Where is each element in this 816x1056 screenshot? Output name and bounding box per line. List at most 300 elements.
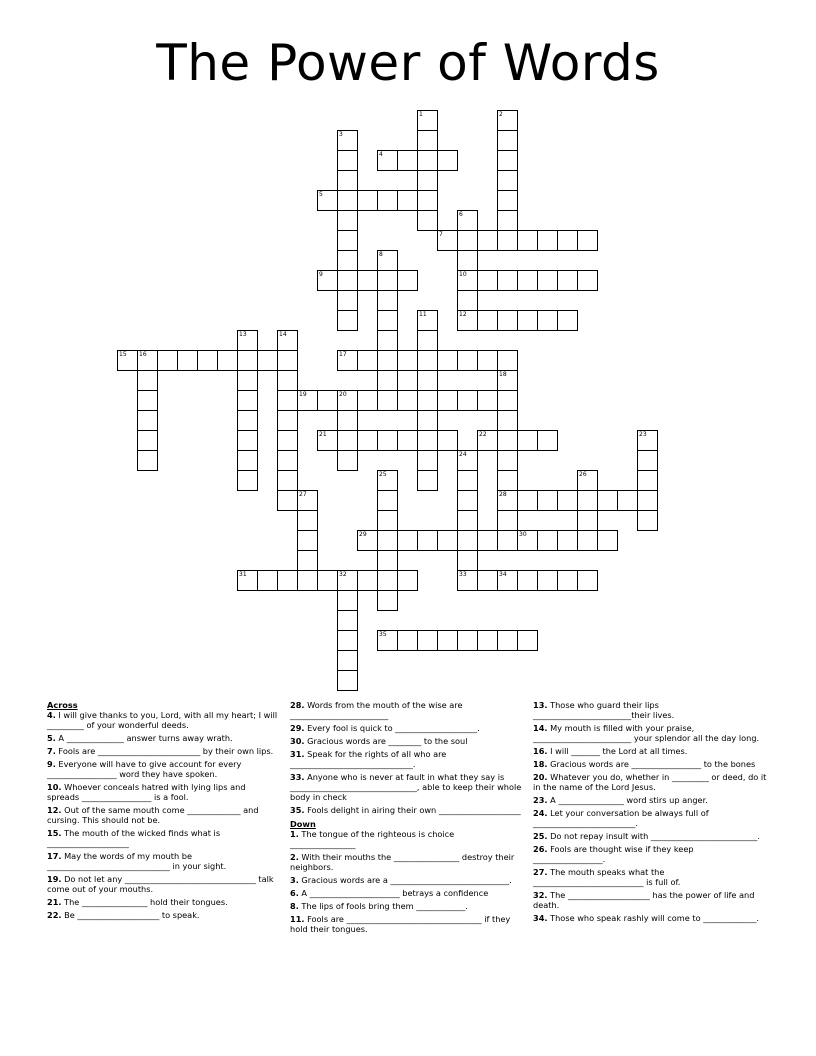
grid-cell[interactable]: [377, 530, 398, 551]
grid-cell[interactable]: [397, 190, 418, 211]
grid-cell[interactable]: [137, 430, 158, 451]
across-heading: Across: [47, 700, 78, 710]
grid-cell[interactable]: [437, 150, 458, 171]
clue-text: Let your conversation be always full of _________________________.: [533, 808, 709, 828]
grid-cell[interactable]: [337, 210, 358, 231]
grid-cell[interactable]: [497, 530, 518, 551]
grid-cell[interactable]: [437, 390, 458, 411]
grid-cell[interactable]: [497, 450, 518, 471]
clue-text: Speak for the rights of all who are ______________________________.: [290, 749, 447, 769]
clue-number: 9.: [47, 759, 56, 769]
grid-cell[interactable]: [277, 410, 298, 431]
clue-text: My mouth is filled with your praise, ________________________ your splendor all the day long.: [533, 723, 760, 743]
grid-cell[interactable]: [457, 350, 478, 371]
grid-cell[interactable]: [557, 570, 578, 591]
clue-item: [533, 831, 768, 841]
clue-number: 24: [459, 451, 467, 458]
clue-number: 18.: [533, 759, 548, 769]
clue-item: [533, 746, 768, 756]
grid-cell[interactable]: [497, 150, 518, 171]
grid-cell[interactable]: [377, 270, 398, 291]
clue-item: [533, 759, 768, 769]
grid-cell[interactable]: [497, 390, 518, 411]
grid-cell[interactable]: [537, 490, 558, 511]
grid-cell[interactable]: [297, 510, 318, 531]
grid-cell[interactable]: [497, 630, 518, 651]
clue-number: 7.: [47, 746, 56, 756]
grid-cell[interactable]: [357, 430, 378, 451]
grid-cell[interactable]: [497, 110, 518, 131]
grid-cell[interactable]: [397, 570, 418, 591]
clue-text: Gracious words are ________ to the soul: [304, 736, 468, 746]
clue-text: Whatever you do, whether in _________ or deed, do it in the name of the Lord Jesus.: [533, 772, 767, 792]
clue-number: 23.: [533, 795, 548, 805]
grid-cell[interactable]: [297, 550, 318, 571]
grid-cell[interactable]: [337, 290, 358, 311]
grid-cell[interactable]: [537, 570, 558, 591]
clue-item: [290, 723, 522, 733]
grid-cell[interactable]: [337, 230, 358, 251]
grid-cell[interactable]: [437, 430, 458, 451]
grid-cell[interactable]: [237, 330, 258, 351]
grid-cell[interactable]: [457, 510, 478, 531]
grid-cell[interactable]: [577, 470, 598, 491]
grid-cell[interactable]: [157, 350, 178, 371]
grid-cell[interactable]: [417, 530, 438, 551]
grid-cell[interactable]: [417, 110, 438, 131]
grid-cell[interactable]: [437, 230, 458, 251]
grid-cell[interactable]: [457, 270, 478, 291]
clue-text: Fools are _________________________________ if they hold their tongues.: [290, 914, 511, 934]
grid-cell[interactable]: [457, 450, 478, 471]
grid-cell[interactable]: [137, 350, 158, 371]
grid-cell[interactable]: [517, 630, 538, 651]
grid-cell[interactable]: [377, 430, 398, 451]
clue-number: 30: [519, 531, 527, 538]
clue-column-2: [290, 700, 522, 937]
grid-cell[interactable]: [417, 330, 438, 351]
grid-cell[interactable]: [277, 470, 298, 491]
grid-cell[interactable]: [417, 450, 438, 471]
grid-cell[interactable]: [557, 230, 578, 251]
clue-item: [290, 829, 522, 849]
clue-number: 34: [499, 571, 507, 578]
clue-item: [47, 710, 279, 730]
grid-cell[interactable]: [397, 430, 418, 451]
grid-cell[interactable]: [417, 410, 438, 431]
clue-text: A ______________ answer turns away wrath.: [55, 733, 233, 743]
grid-cell[interactable]: [317, 430, 338, 451]
clue-text: Whoever conceals hatred with lying lips and spreads _________________ is a fool.: [47, 782, 246, 802]
clue-item: [47, 897, 279, 907]
grid-cell[interactable]: [397, 630, 418, 651]
clue-number: 33.: [290, 772, 305, 782]
grid-cell[interactable]: [517, 430, 538, 451]
clue-text: Out of the same mouth come _____________ and cursing. This should not be.: [47, 805, 259, 825]
grid-cell[interactable]: [417, 170, 438, 191]
grid-cell[interactable]: [557, 270, 578, 291]
grid-cell[interactable]: [277, 570, 298, 591]
clue-text: I will give thanks to you, Lord, with all my heart; I will _________ of your wonderful deeds.: [47, 710, 278, 730]
grid-cell[interactable]: [337, 270, 358, 291]
grid-cell[interactable]: [277, 370, 298, 391]
grid-cell[interactable]: [237, 390, 258, 411]
grid-cell[interactable]: [497, 230, 518, 251]
grid-cell[interactable]: [397, 150, 418, 171]
grid-cell[interactable]: [297, 390, 318, 411]
grid-cell[interactable]: [537, 430, 558, 451]
grid-cell[interactable]: [637, 490, 658, 511]
grid-cell[interactable]: [557, 530, 578, 551]
grid-cell[interactable]: [377, 190, 398, 211]
clue-item: [290, 875, 522, 885]
clue-number: 23: [639, 431, 647, 438]
grid-cell[interactable]: [317, 570, 338, 591]
grid-cell[interactable]: [417, 310, 438, 331]
grid-cell[interactable]: [477, 270, 498, 291]
grid-cell[interactable]: [257, 570, 278, 591]
grid-cell[interactable]: [217, 350, 238, 371]
grid-cell[interactable]: [517, 230, 538, 251]
grid-cell[interactable]: [417, 150, 438, 171]
grid-cell[interactable]: [497, 370, 518, 391]
grid-cell[interactable]: [517, 310, 538, 331]
grid-cell[interactable]: [137, 410, 158, 431]
grid-cell[interactable]: [377, 370, 398, 391]
grid-cell[interactable]: [417, 210, 438, 231]
clue-number: 35: [379, 631, 387, 638]
clue-number: 29: [359, 531, 367, 538]
grid-cell[interactable]: [637, 470, 658, 491]
grid-cell[interactable]: [277, 330, 298, 351]
grid-cell[interactable]: [337, 250, 358, 271]
grid-cell[interactable]: [497, 270, 518, 291]
grid-cell[interactable]: [577, 490, 598, 511]
grid-cell[interactable]: [297, 530, 318, 551]
clue-text: Do not let any ________________________________ talk come out of your mouths.: [47, 874, 274, 894]
grid-cell[interactable]: [357, 190, 378, 211]
grid-cell[interactable]: [437, 630, 458, 651]
clue-item: [533, 808, 768, 828]
grid-cell[interactable]: [357, 390, 378, 411]
grid-cell[interactable]: [537, 310, 558, 331]
clue-item: [533, 795, 768, 805]
grid-cell[interactable]: [337, 610, 358, 631]
clue-number: 33: [459, 571, 467, 578]
grid-cell[interactable]: [257, 350, 278, 371]
grid-cell[interactable]: [277, 450, 298, 471]
grid-cell[interactable]: [497, 350, 518, 371]
grid-cell[interactable]: [337, 310, 358, 331]
grid-cell[interactable]: [377, 310, 398, 331]
clue-text: Be ____________________ to speak.: [61, 910, 200, 920]
clue-column-3: [533, 700, 768, 926]
grid-cell[interactable]: [237, 410, 258, 431]
grid-cell[interactable]: [317, 270, 338, 291]
grid-cell[interactable]: [457, 290, 478, 311]
grid-cell[interactable]: [457, 250, 478, 271]
grid-cell[interactable]: [517, 270, 538, 291]
clue-number: 3: [339, 131, 343, 138]
clue-number: 29.: [290, 723, 305, 733]
clue-item: [290, 888, 522, 898]
grid-cell[interactable]: [497, 510, 518, 531]
clue-text: May the words of my mouth be ______________________________ in your sight.: [47, 851, 227, 871]
grid-cell[interactable]: [497, 190, 518, 211]
grid-cell[interactable]: [517, 530, 538, 551]
clue-number: 6.: [290, 888, 299, 898]
grid-cell[interactable]: [477, 230, 498, 251]
grid-cell[interactable]: [377, 390, 398, 411]
grid-cell[interactable]: [577, 270, 598, 291]
grid-cell[interactable]: [477, 530, 498, 551]
grid-cell[interactable]: [537, 530, 558, 551]
grid-cell[interactable]: [417, 130, 438, 151]
grid-cell[interactable]: [477, 390, 498, 411]
grid-cell[interactable]: [417, 190, 438, 211]
grid-cell[interactable]: [277, 490, 298, 511]
clue-number: 1.: [290, 829, 299, 839]
grid-cell[interactable]: [477, 310, 498, 331]
grid-cell[interactable]: [597, 490, 618, 511]
grid-cell[interactable]: [497, 130, 518, 151]
grid-cell[interactable]: [377, 470, 398, 491]
grid-cell[interactable]: [277, 430, 298, 451]
grid-cell[interactable]: [237, 430, 258, 451]
clue-number: 13: [239, 331, 247, 338]
clue-text: Fools are thought wise if they keep _________________.: [533, 844, 694, 864]
grid-cell[interactable]: [477, 630, 498, 651]
grid-cell[interactable]: [337, 450, 358, 471]
grid-cell[interactable]: [417, 390, 438, 411]
clue-item: [290, 736, 522, 746]
down-heading: Down: [290, 819, 316, 829]
grid-cell[interactable]: [377, 550, 398, 571]
grid-cell[interactable]: [557, 490, 578, 511]
grid-cell[interactable]: [357, 530, 378, 551]
grid-cell[interactable]: [377, 590, 398, 611]
grid-cell[interactable]: [357, 270, 378, 291]
grid-cell[interactable]: [477, 430, 498, 451]
grid-cell[interactable]: [237, 350, 258, 371]
clue-number: 25.: [533, 831, 548, 841]
grid-cell[interactable]: [417, 630, 438, 651]
grid-cell[interactable]: [417, 370, 438, 391]
clue-number: 32: [339, 571, 347, 578]
grid-cell[interactable]: [377, 570, 398, 591]
clue-text: The ____________________ has the power of life and death.: [533, 890, 755, 910]
clue-number: 26: [579, 471, 587, 478]
grid-cell[interactable]: [337, 430, 358, 451]
clue-number: 16.: [533, 746, 548, 756]
grid-cell[interactable]: [417, 470, 438, 491]
grid-cell[interactable]: [457, 390, 478, 411]
grid-cell[interactable]: [317, 190, 338, 211]
clue-number: 21.: [47, 897, 62, 907]
clue-text: Words from the mouth of the wise are ________________________: [290, 700, 463, 720]
clue-text: Fools delight in airing their own ____________________: [304, 805, 521, 815]
clue-number: 1: [419, 111, 423, 118]
clue-item: [47, 851, 279, 871]
grid-cell[interactable]: [497, 210, 518, 231]
grid-cell[interactable]: [457, 490, 478, 511]
grid-cell[interactable]: [377, 330, 398, 351]
grid-cell[interactable]: [337, 670, 358, 691]
grid-cell[interactable]: [337, 590, 358, 611]
grid-cell[interactable]: [537, 230, 558, 251]
grid-cell[interactable]: [337, 630, 358, 651]
clue-number: 4: [379, 151, 383, 158]
grid-cell[interactable]: [337, 190, 358, 211]
grid-cell[interactable]: [457, 230, 478, 251]
grid-cell[interactable]: [377, 510, 398, 531]
grid-cell[interactable]: [337, 150, 358, 171]
grid-cell[interactable]: [497, 410, 518, 431]
clue-number: 18: [499, 371, 507, 378]
grid-cell[interactable]: [397, 530, 418, 551]
clue-number: 27: [299, 491, 307, 498]
clue-item: [290, 852, 522, 872]
grid-cell[interactable]: [597, 530, 618, 551]
grid-cell[interactable]: [117, 350, 138, 371]
clue-item: [290, 772, 522, 802]
grid-cell[interactable]: [377, 630, 398, 651]
grid-cell[interactable]: [377, 350, 398, 371]
clue-item: [47, 910, 279, 920]
clue-number: 15.: [47, 828, 62, 838]
grid-cell[interactable]: [397, 270, 418, 291]
clue-text: The mouth of the wicked finds what is ____________________: [47, 828, 221, 848]
clue-number: 17: [339, 351, 347, 358]
clue-item: [533, 844, 768, 864]
clue-item: [47, 874, 279, 894]
grid-cell[interactable]: [457, 530, 478, 551]
grid-cell[interactable]: [397, 350, 418, 371]
clue-number: 31.: [290, 749, 305, 759]
clue-number: 31: [239, 571, 247, 578]
grid-cell[interactable]: [237, 470, 258, 491]
grid-cell[interactable]: [137, 450, 158, 471]
clue-number: 8.: [290, 901, 299, 911]
clue-text: Those who guard their lips ________________________their lives.: [533, 700, 675, 720]
clue-item: [533, 867, 768, 887]
grid-cell[interactable]: [517, 570, 538, 591]
grid-cell[interactable]: [497, 490, 518, 511]
grid-cell[interactable]: [577, 530, 598, 551]
grid-cell[interactable]: [317, 390, 338, 411]
grid-cell[interactable]: [497, 170, 518, 191]
grid-cell[interactable]: [137, 390, 158, 411]
clue-item: [533, 700, 768, 720]
grid-cell[interactable]: [437, 350, 458, 371]
grid-cell[interactable]: [377, 250, 398, 271]
clue-number: 14.: [533, 723, 548, 733]
grid-cell[interactable]: [357, 350, 378, 371]
grid-cell[interactable]: [457, 630, 478, 651]
clue-item: [533, 772, 768, 792]
grid-cell[interactable]: [537, 270, 558, 291]
grid-cell[interactable]: [137, 370, 158, 391]
clue-number: 11.: [290, 914, 305, 924]
clue-number: 21: [319, 431, 327, 438]
clue-item: [533, 913, 768, 923]
grid-cell[interactable]: [577, 230, 598, 251]
grid-cell[interactable]: [457, 550, 478, 571]
grid-cell[interactable]: [377, 150, 398, 171]
grid-cell[interactable]: [337, 390, 358, 411]
grid-cell[interactable]: [477, 570, 498, 591]
grid-cell[interactable]: [637, 430, 658, 451]
clue-number: 20.: [533, 772, 548, 782]
clue-number: 32.: [533, 890, 548, 900]
grid-cell[interactable]: [477, 350, 498, 371]
clue-item: [533, 723, 768, 743]
grid-cell[interactable]: [337, 130, 358, 151]
clue-text: Gracious words are a _____________________________.: [298, 875, 512, 885]
clue-item: [290, 805, 522, 815]
grid-cell[interactable]: [377, 290, 398, 311]
clue-item: [47, 805, 279, 825]
grid-cell[interactable]: [457, 210, 478, 231]
grid-cell[interactable]: [617, 490, 638, 511]
down-clue-list-continued: [533, 700, 768, 923]
grid-cell[interactable]: [177, 350, 198, 371]
grid-cell[interactable]: [237, 450, 258, 471]
grid-cell[interactable]: [337, 570, 358, 591]
grid-cell[interactable]: [337, 410, 358, 431]
grid-cell[interactable]: [197, 350, 218, 371]
clue-item: [47, 828, 279, 848]
grid-cell[interactable]: [237, 370, 258, 391]
grid-cell[interactable]: [417, 430, 438, 451]
grid-cell[interactable]: [437, 530, 458, 551]
clue-number: 4.: [47, 710, 56, 720]
grid-cell[interactable]: [497, 310, 518, 331]
grid-cell[interactable]: [497, 470, 518, 491]
grid-cell[interactable]: [297, 570, 318, 591]
clue-item: [290, 901, 522, 911]
clue-number: 22.: [47, 910, 62, 920]
clue-number: 10: [459, 271, 467, 278]
grid-cell[interactable]: [637, 510, 658, 531]
grid-cell[interactable]: [457, 470, 478, 491]
clue-number: 5: [319, 191, 323, 198]
grid-cell[interactable]: [297, 490, 318, 511]
clue-item: [290, 700, 522, 720]
grid-cell[interactable]: [577, 510, 598, 531]
grid-cell[interactable]: [517, 490, 538, 511]
grid-cell[interactable]: [457, 310, 478, 331]
grid-cell[interactable]: [637, 450, 658, 471]
grid-cell[interactable]: [377, 490, 398, 511]
grid-cell[interactable]: [237, 570, 258, 591]
grid-cell[interactable]: [337, 350, 358, 371]
grid-cell[interactable]: [337, 650, 358, 671]
grid-cell[interactable]: [277, 350, 298, 371]
grid-cell[interactable]: [457, 570, 478, 591]
clue-number: 19: [299, 391, 307, 398]
grid-cell[interactable]: [397, 390, 418, 411]
grid-cell[interactable]: [277, 390, 298, 411]
grid-cell[interactable]: [497, 570, 518, 591]
clue-text: Fools are _________________________ by their own lips.: [55, 746, 274, 756]
grid-cell[interactable]: [337, 170, 358, 191]
grid-cell[interactable]: [497, 430, 518, 451]
grid-cell[interactable]: [557, 310, 578, 331]
grid-cell[interactable]: [577, 570, 598, 591]
grid-cell[interactable]: [357, 570, 378, 591]
grid-cell[interactable]: [417, 350, 438, 371]
